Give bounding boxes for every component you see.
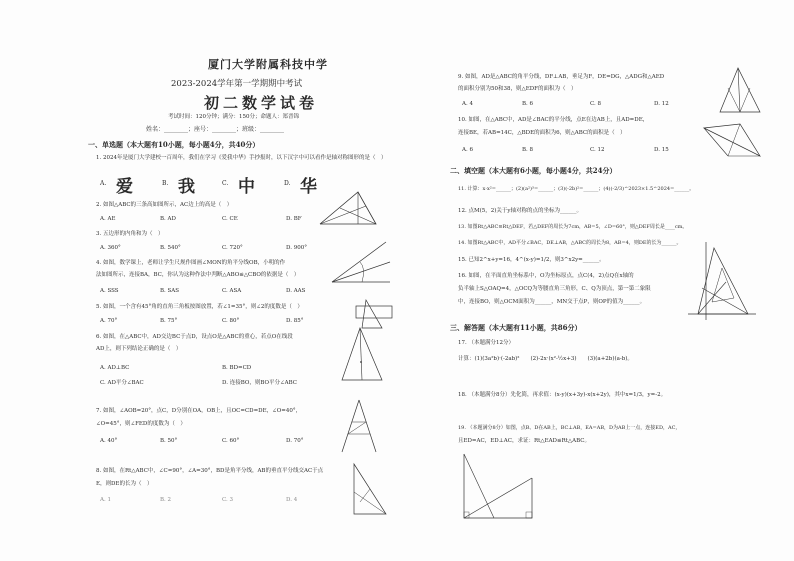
q16-coordinate-figure [686,238,758,322]
question-3: 3. 五边形的内角和为（ ） [96,231,164,237]
question-11: 11. 计算：x·x²=______；(2)(a²)³=______；(3)(-2b)²=______；(4)(-2/3)^2023×1.5^2024=______。 [458,186,695,192]
q2-triangle-figure [318,186,378,228]
q2-option-a: A. AE [100,216,116,222]
q6-option-c: C. AD平分∠BAC [100,380,144,386]
q3-option-a: A. 360° [100,245,121,251]
q1-option-c-label: C. [222,180,229,187]
q1-option-c-char: 中 [238,177,255,197]
question-19-line1: 19. （本题满分8分）如图，点B、D在AB上，BC⊥AB，EA=AB，D为AB上一点，连接ED，AC， [458,425,681,431]
q10-option-d: D. 15 [654,147,669,153]
q4-option-a: A. SSS [100,288,119,294]
question-5: 5. 如图，一个含有45°角的直角三角板按图放置，若∠1=35°，则∠2的度数是（ ） [96,304,303,310]
q5-option-c: C. 80° [222,318,240,324]
q8-option-d: D. 4 [286,497,298,503]
question-12: 12. 点M(5，2)关于y轴对称的点的坐标为______。 [458,208,583,214]
exam-term: 2023-2024学年第一学期期中考试 [171,79,303,89]
q4-angle-bisector-figure [330,238,392,286]
q4-option-b: B. SAS [160,288,180,294]
question-18: 18. （本题满分8分）先化简，再求值：(x-y)(x+3y)-x(x+2y)，其中x=1/3，y=-2。 [458,392,667,398]
q10-triangle-figure [700,120,764,160]
question-10-line1: 10. 如图，在△ABC中，AD是∠BAC的平分线，点E在边AB上，且AD=DE， [458,117,649,123]
question-7-line2: ∠O=45°，则∠FED的度数为（ ） [96,421,186,427]
question-4-line2: 法如图所示，连接BA，BC，你认为这种作法中判断△ABO≌△CBO的依据是（ ） [96,272,300,278]
question-8-line1: 8. 如图，在Rt△ABC中，∠C=90°，∠A=30°，BD是角平分线，AB的垂直平分线交AC于点 [96,468,324,474]
q9-option-b: B. 6 [522,101,534,107]
q4-option-d: D. AAS [286,288,306,294]
question-6-line2: AD上，则下列结论正确的是（ ） [96,346,182,352]
q7-isosceles-chain-figure [338,398,380,454]
question-2: 2. 如图△ABC的三条高如图所示，AC边上的高是（ ） [96,202,233,208]
question-17: 17. （本题满分12分） [458,340,514,346]
q1-option-b-label: B. [162,180,169,187]
q6-option-d: D. 连接BO，则BO平分∠ABC [222,380,297,386]
page-title: 初二数学试卷 [204,94,319,112]
q8-right-triangle-figure [350,462,390,516]
q3-option-d: D. 900° [286,245,307,251]
question-13: 13. 如图Rt△ABC≌Rt△DEF，若△DEF的周长为7cm，AB=5，∠D=60°，则△DEF周长是____cm。 [458,224,688,230]
student-fields: 姓名：________；座号：________；班级：________ [146,126,285,133]
question-15: 15. 已知2^x+y=16，4^(x-y)=1/2，则3^x2y=______。 [458,257,605,263]
question-4-line1: 4. 如图，数学课上，老师让学生尺规作图画∠MON的角平分线OB，小明的作 [96,260,286,266]
q7-option-b: B. 50° [160,438,178,444]
q8-option-a: A. 1 [100,497,111,503]
q6-option-b: B. BD=CD [222,365,252,371]
q9-angle-bisector-figure [718,66,762,116]
q5-option-a: A. 70° [100,318,118,324]
question-9-line2: 的面积分别为50和38，则△EDF的面积为（ ） [458,86,577,92]
q2-option-b: B. AD [160,216,176,222]
q10-option-a: A. 6 [462,147,473,153]
q19-congruence-figure [458,450,538,522]
question-16-line3: 中，连接BO，则△OCM面积为______，MN交于点P，则OP的值为______。 [458,299,646,305]
q3-option-b: B. 540° [160,245,181,251]
question-1: 1. 2024年是厦门大学建校一百周年，我们在学习《爱我中华》手抄报时，以下汉字中可以看作是轴对称图形的是（ ） [96,155,387,161]
question-17-calc: 计算：(1)(3a²b)·(-2ab)² (2)-2x·(x²-½x+3) (3)(a+2b)(a-b)。 [458,356,633,362]
q9-option-a: A. 4 [462,101,473,107]
school-name: 厦门大学附属科技中学 [208,58,328,71]
section-3-heading: 三、解答题（本大题有11小题，共86分） [450,323,582,332]
q10-option-b: B. 8 [522,147,534,153]
q6-centroid-figure [340,326,384,384]
q6-option-a: A. AD⊥BC [100,365,130,371]
q2-option-c: C. CE [222,216,238,222]
question-10-line2: 连接BE，若AB=14C，△BDE的面积为6，则△ABC的面积是（ ） [458,130,626,136]
section-2-heading: 二、填空题（本大题有6小题，每小题4分，共24分） [450,166,617,175]
q3-option-c: C. 720° [222,245,243,251]
exam-meta: 考试时间：120分钟；满分：150分；命题人：郑晋锦 [168,114,299,120]
q9-option-d: D. 12 [654,101,669,107]
q1-option-d-label: D. [284,180,291,187]
q5-option-b: B. 75° [160,318,178,324]
q1-option-b-char: 我 [178,177,195,197]
question-8-line2: E，则DE的长为（ ） [96,481,153,487]
q7-option-c: C. 60° [222,438,240,444]
question-7-line1: 7. 如图，∠AOB=20°，点C，D分别在OA，OB上，且OC=CD=DE，∠O=40°， [96,408,302,414]
q1-option-a-char: 爱 [116,177,133,197]
question-9-line1: 9. 如图，AD是△ABC的角平分线，DF⊥AB，垂足为F，DE=DG，△ADG和△AED [458,74,665,80]
question-14: 14. 如图Rt△ABC中，AD平分∠BAC，DE⊥AB，△ABC的周长为8，AB=4，则DE的长为______。 [458,240,682,246]
q7-option-d: D. 70° [286,438,304,444]
q7-option-a: A. 40° [100,438,118,444]
question-6-line1: 6. 如图，在△ABC中，AD交边BC于点D，设点O是△ABC的重心，若点O在线段 [96,334,293,340]
q8-option-c: C. 3 [222,497,234,503]
q1-option-d-char: 华 [300,177,317,197]
q9-option-c: C. 8 [590,101,602,107]
q10-option-c: C. 12 [590,147,605,153]
question-16-line1: 16. 如图，在平面直角坐标系中，O为坐标原点，点C(4，2)点Q在x轴的 [458,273,634,279]
q1-option-a-label: A. [100,180,107,187]
q2-option-d: D. BF [286,216,302,222]
question-1-options [100,172,350,197]
question-16-line2: 负半轴上S△OAQ=4，△OCQ为等腰直角三角形，C、Q为顶点，第一第二象限 [458,286,651,292]
question-19-line2: 且ED=AC，ED⊥AC，求证：Rt△EAD≌Rt△ABC。 [458,438,590,444]
q8-option-b: B. 2 [160,497,172,503]
q5-option-d: D. 85° [286,318,304,324]
q4-option-c: C. ASA [222,288,242,294]
section-1-heading: 一、单选题（本大题有10小题，每小题4分，共40分） [88,140,260,149]
